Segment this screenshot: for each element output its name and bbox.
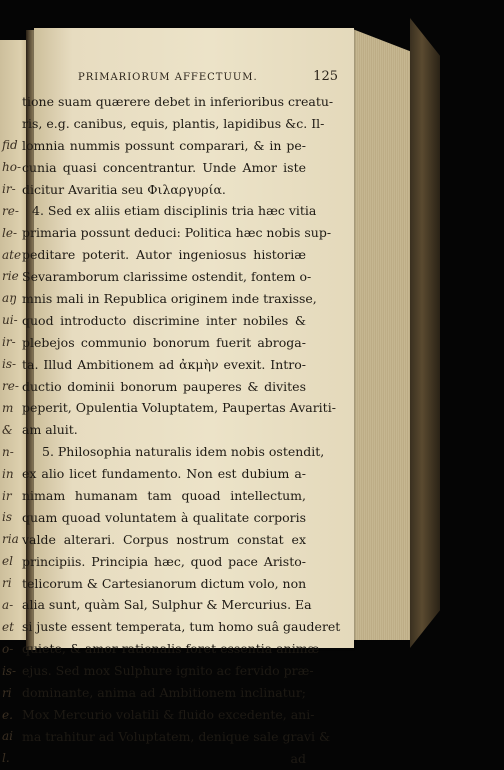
- text-line: plebejos communio bonorum fuerit abroga-: [22, 334, 306, 350]
- text-line: tione suam quærere debet in inferioribus creatu-: [22, 94, 334, 109]
- facing-page-fragment-line: ho-: [2, 159, 22, 174]
- facing-page-fragment-line: m: [2, 400, 14, 415]
- facing-page-fragment-line: ui-: [2, 313, 18, 328]
- facing-page-fragment-line: ir-: [2, 335, 16, 350]
- facing-page-fragment-line: n-: [2, 444, 14, 459]
- running-head: [78, 70, 338, 86]
- facing-page-fragment-line: ri: [2, 576, 12, 591]
- facing-page-fragment-line: ate: [2, 247, 22, 262]
- facing-page-fragment-line: ri: [2, 685, 12, 700]
- text-line: dicitur Avaritia seu Φιλαργυρία.: [22, 181, 226, 197]
- facing-page-fragment-line: &: [2, 422, 13, 437]
- text-line: ta. Illud Ambitionem ad ἀκμὴν evexit. Intro-: [22, 356, 306, 372]
- facing-page-line-ends: [2, 135, 24, 770]
- text-line: Mox Mercurio volatili & fluido excedente, ani-: [22, 706, 315, 722]
- text-line: dominante, anima ad Ambitionem inclinatur;: [22, 685, 307, 701]
- text-line: principiis. Principia hæc, quod pace Aristo-: [22, 553, 306, 569]
- facing-page-fragment-line: aŋ: [2, 291, 17, 306]
- facing-page-fragment-line: is-: [2, 663, 17, 678]
- text-line: quam quoad voluntatem à qualitate corporis: [22, 509, 306, 525]
- text-line: ex alio licet fundamento. Non est dubium a-: [22, 466, 306, 482]
- facing-page-fragment-line: el: [2, 554, 13, 569]
- facing-page-fragment-line: a-: [2, 598, 14, 613]
- page-body-text: [22, 91, 341, 770]
- book-cover-edge: [410, 18, 440, 648]
- text-line: Sevaramborum clarissime ostendit, fontem o-: [22, 269, 312, 285]
- facing-page-fragment-line: et: [2, 619, 14, 634]
- text-line: ris, e.g. canibus, equis, plantis, lapidibus &c. Il-: [22, 115, 325, 131]
- catchword: ad: [290, 750, 306, 766]
- facing-page-fragment-line: le-: [2, 225, 17, 240]
- text-line: quod introducto discrimine inter nobiles &: [22, 312, 306, 328]
- facing-page-fragment-line: ir: [2, 488, 12, 503]
- facing-page-fragment-line: e.: [2, 707, 13, 722]
- facing-page-fragment-line: l.: [2, 751, 10, 766]
- page-number: 125: [313, 69, 338, 84]
- facing-page-fragment-line: in: [2, 466, 14, 481]
- facing-page-fragment-line: o-: [2, 641, 14, 656]
- text-line: primaria possunt deduci: Politica hæc nobis sup-: [22, 225, 332, 241]
- text-line: am aluit.: [22, 422, 78, 438]
- facing-page-fragment-line: fid: [2, 138, 18, 152]
- text-line: quiete, & amor rationalis foret essentia animæ: [22, 641, 320, 657]
- text-line: mnis mali in Republica originem inde traxisse,: [22, 291, 317, 307]
- text-line: 4. Sed ex aliis etiam disciplinis tria hæc vitia: [32, 203, 317, 219]
- text-line: ductio dominii bonorum pauperes & divites: [22, 378, 306, 394]
- facing-page-fragment-line: ria: [2, 532, 19, 547]
- facing-page-fragment-line: is: [2, 510, 12, 525]
- text-line: cunia quasi concentrantur. Unde Amor iste: [22, 159, 306, 175]
- facing-page-fragment-line: re-: [2, 378, 19, 393]
- text-line: 5. Philosophia naturalis idem nobis ostendit,: [42, 444, 325, 460]
- text-line: alia sunt, quàm Sal, Sulphur & Mercurius. Ea: [22, 597, 312, 613]
- running-head-title: PRIMARIORUM AFFECTUUM.: [78, 72, 258, 83]
- facing-page-fragment-line: ir-: [2, 181, 16, 196]
- text-line: ma trahitur ad Voluptatem, denique sale gravi &: [22, 728, 331, 744]
- facing-page-fragment-line: rie: [2, 269, 19, 284]
- text-line: peperit, Opulentia Voluptatem, Paupertas Avariti-: [22, 400, 336, 416]
- facing-page-fragment-line: is-: [2, 357, 17, 372]
- text-line: telicorum & Cartesianorum dictum volo, non: [22, 575, 307, 591]
- text-line: ejus. Sed mox Sulphure ignito ac fervido præ-: [22, 663, 314, 679]
- text-line: nimam humanam tam quoad intellectum,: [22, 488, 306, 504]
- text-line: valde alterari. Corpus nostrum constat ex: [22, 531, 306, 547]
- text-line: peditare poterit. Autor ingeniosus historiæ: [22, 247, 306, 263]
- facing-page-fragment-line: re-: [2, 203, 19, 218]
- facing-page-fragment-line: ai: [2, 729, 13, 744]
- text-line: si juste essent temperata, tum homo suâ gauderet: [22, 619, 341, 635]
- text-line: lomnia nummis possunt comparari, & in pe-: [22, 137, 306, 153]
